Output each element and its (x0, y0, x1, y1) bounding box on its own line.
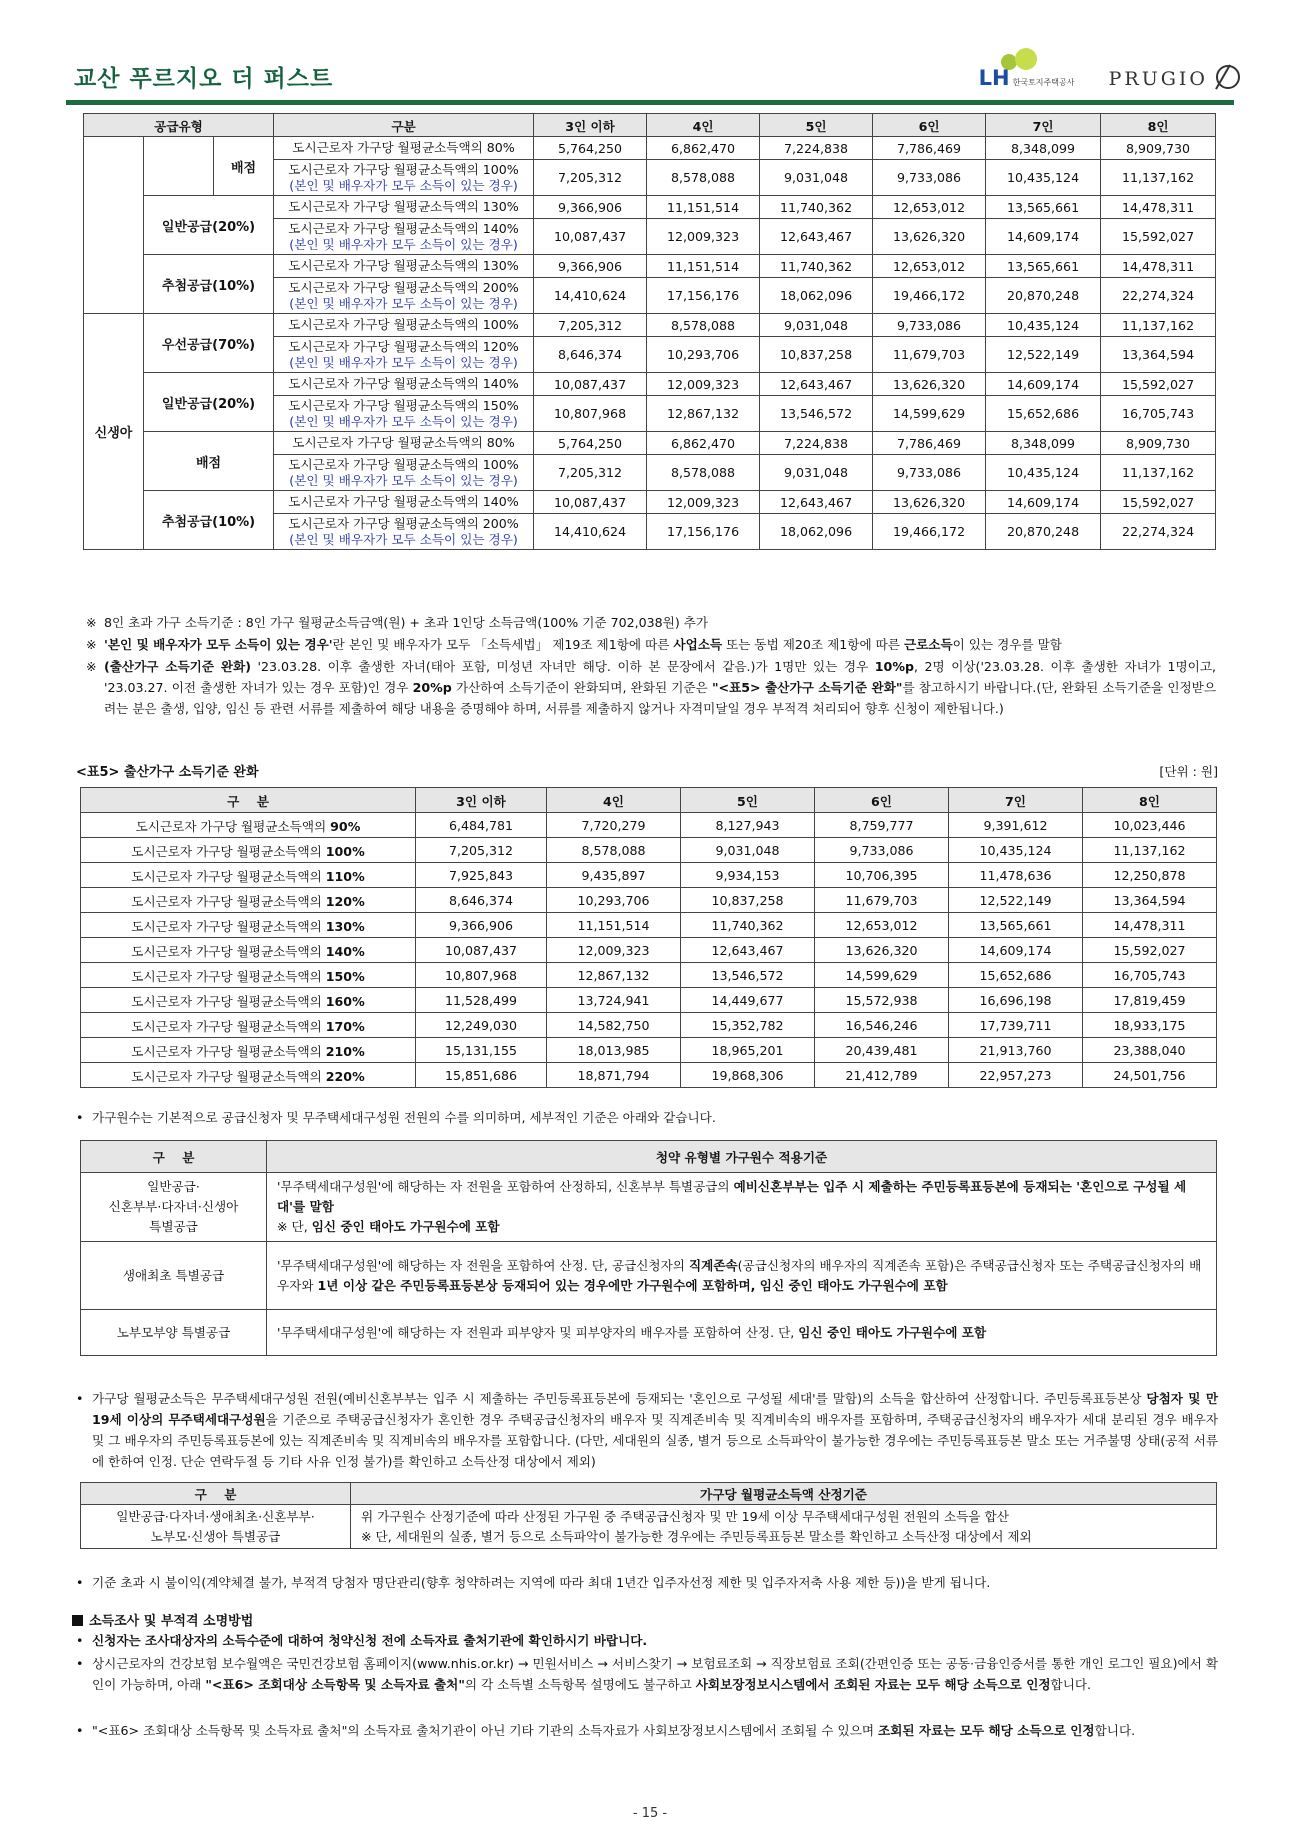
value-cell: 6,862,470 (647, 137, 760, 160)
value-cell: 14,609,174 (986, 491, 1101, 514)
value-cell: 12,522,149 (986, 337, 1101, 373)
value-cell: 8,578,088 (647, 314, 760, 337)
prugio-logo (1109, 65, 1240, 94)
value-cell: 7,205,312 (534, 455, 647, 491)
table-header-row (84, 114, 1216, 137)
value-cell: 8,348,099 (986, 137, 1101, 160)
supply-type-cell: 일반공급·다자녀·생애최초·신혼부부· 노부모·신생아 특별공급 (81, 1505, 351, 1549)
criteria-cell: 도시근로자 가구당 월평균소득액의 210% (81, 1038, 416, 1063)
section-bullet-3: • "<표6> 조회대상 소득항목 및 소득자료 출처"의 소득자료 출처기관이 아닌 기타 기관의 소득자료가 사회보장정보시스템에서 조회될 수 있으며 조회된 자료는 모두 해당 소득으로 인정합니다. (76, 1723, 1136, 1738)
criteria-cell: 도시근로자 가구당 월평균소득액의 120% (81, 888, 416, 913)
criteria-cell: 도시근로자 가구당 월평균소득액의 100% (본인 및 배우자가 모두 소득이 있는 경우) (274, 160, 534, 196)
column-header: 4인 (547, 788, 681, 813)
column-header: 6인 (873, 114, 986, 137)
value-cell: 11,740,362 (760, 196, 873, 219)
value-cell: 7,720,279 (547, 813, 681, 838)
column-header: 가구당 월평균소득액 산정기준 (351, 1483, 1217, 1505)
column-header: 공급유형 (84, 114, 274, 137)
value-cell: 14,609,174 (949, 938, 1083, 963)
value-cell: 14,599,629 (873, 396, 986, 432)
column-header: 구 분 (81, 788, 416, 813)
value-cell: 11,478,636 (949, 863, 1083, 888)
value-cell: 10,435,124 (986, 160, 1101, 196)
value-cell: 14,449,677 (681, 988, 815, 1013)
table-row (84, 373, 1216, 396)
value-cell: 10,087,437 (534, 219, 647, 255)
table-row (81, 1013, 1217, 1038)
value-cell: 10,435,124 (986, 455, 1101, 491)
value-cell: 16,696,198 (949, 988, 1083, 1013)
criteria-cell: 도시근로자 가구당 월평균소득액의 130% (274, 196, 534, 219)
table-row (84, 196, 1216, 219)
value-cell: 21,412,789 (815, 1063, 949, 1088)
value-cell: 9,031,048 (760, 455, 873, 491)
column-header: 구분 (274, 114, 534, 137)
criteria-cell: 도시근로자 가구당 월평균소득액의 160% (81, 988, 416, 1013)
household-count-table (80, 1140, 1217, 1356)
section-bullet-2: • 상시근로자의 건강보험 보수월액은 국민건강보험 홈페이지(www.nhis.or.kr) → 민원서비스 → 서비스찾기 → 보험료조회 → 직장보험료 조회(간편인증 또는 공동·금융인증서를 통한 개인 로그인 필요)에서 확인이 가능하며, 아래 "<표6> 조회대상 소득항목 및 소득자료 출처"의 각 소득별 소득항목 설명에도 불구하고 사회보장정보시스템에서 조회된 자료는 모두 해당 소득으로 인정합니다. (76, 1656, 1218, 1692)
column-header: 5인 (760, 114, 873, 137)
table-row (81, 838, 1217, 863)
value-cell: 11,679,703 (873, 337, 986, 373)
value-cell: 22,274,324 (1101, 514, 1216, 550)
column-header: 7인 (986, 114, 1101, 137)
criteria-cell: '무주택세대구성원'에 해당하는 자 전원을 포함하여 산정. 단, 공급신청자의 직계존속(공급신청자의 배우자의 직계존속 포함)은 주택공급신청자 또는 주택공급신청자의 배우자와 1년 이상 같은 주민등록표등본상 등재되어 있는 경우에만 가구원수에 포함하며, 임신 중인 태아도 가구원수에 포함 (267, 1242, 1217, 1310)
value-cell: 18,871,794 (547, 1063, 681, 1088)
value-cell: 9,366,906 (534, 196, 647, 219)
value-cell: 15,592,027 (1101, 219, 1216, 255)
table-row (81, 963, 1217, 988)
criteria-cell: 도시근로자 가구당 월평균소득액의 80% (274, 432, 534, 455)
value-cell: 22,957,273 (949, 1063, 1083, 1088)
supply-type-cell: 노부모부양 특별공급 (81, 1310, 267, 1356)
lh-logo-dot (1015, 48, 1037, 70)
value-cell: 10,435,124 (949, 838, 1083, 863)
value-cell: 9,435,897 (547, 863, 681, 888)
value-cell: 9,391,612 (949, 813, 1083, 838)
value-cell: 10,435,124 (986, 314, 1101, 337)
criteria-cell: 도시근로자 가구당 월평균소득액의 150% (본인 및 배우자가 모두 소득이 있는 경우) (274, 396, 534, 432)
value-cell: 13,364,594 (1101, 337, 1216, 373)
value-cell: 8,646,374 (534, 337, 647, 373)
value-cell: 9,733,086 (873, 455, 986, 491)
value-cell: 14,478,311 (1101, 196, 1216, 219)
lh-logo-text: LH (978, 66, 1010, 90)
value-cell: 6,484,781 (416, 813, 547, 838)
criteria-cell: 도시근로자 가구당 월평균소득액의 140% (274, 373, 534, 396)
table-row (81, 1242, 1217, 1310)
value-cell: 15,592,027 (1101, 491, 1216, 514)
column-header: 구 분 (81, 1483, 351, 1505)
criteria-cell: 도시근로자 가구당 월평균소득액의 200% (본인 및 배우자가 모두 소득이 있는 경우) (274, 278, 534, 314)
criteria-cell: 위 가구원수 산정기준에 따라 산정된 가구원 중 주택공급신청자 및 만 19세 이상 무주택세대구성원 전원의 소득을 합산 ※ 단, 세대원의 실종, 별거 등으로 소득파악이 불가능한 경우에는 주민등록표등본 말소를 확인하고 소득산정 대상에서 제외 (351, 1505, 1217, 1549)
value-cell: 17,739,711 (949, 1013, 1083, 1038)
square-bullet-icon (72, 1615, 83, 1626)
value-cell: 21,913,760 (949, 1038, 1083, 1063)
value-cell: 11,151,514 (647, 196, 760, 219)
group-cell-blank (84, 137, 144, 314)
supply-type-cell: 일반공급· 신혼부부·다자녀·신생아 특별공급 (81, 1173, 267, 1242)
value-cell: 13,546,572 (681, 963, 815, 988)
value-cell: 7,205,312 (534, 160, 647, 196)
value-cell: 10,087,437 (534, 373, 647, 396)
value-cell: 5,764,250 (534, 432, 647, 455)
value-cell: 15,592,027 (1101, 373, 1216, 396)
value-cell: 10,293,706 (647, 337, 760, 373)
value-cell: 11,137,162 (1101, 160, 1216, 196)
income-criteria-table (83, 113, 1216, 550)
value-cell: 10,807,968 (416, 963, 547, 988)
value-cell: 13,565,661 (986, 255, 1101, 278)
value-cell: 16,705,743 (1101, 396, 1216, 432)
value-cell: 10,837,258 (681, 888, 815, 913)
value-cell: 10,023,446 (1083, 813, 1217, 838)
value-cell: 15,851,686 (416, 1063, 547, 1088)
value-cell: 11,740,362 (681, 913, 815, 938)
value-cell: 15,652,686 (986, 396, 1101, 432)
value-cell: 11,137,162 (1101, 455, 1216, 491)
value-cell: 9,366,906 (534, 255, 647, 278)
table-row (81, 1173, 1217, 1242)
value-cell: 13,724,941 (547, 988, 681, 1013)
table-header-row (81, 788, 1217, 813)
value-cell: 9,366,906 (416, 913, 547, 938)
value-cell: 9,031,048 (760, 314, 873, 337)
column-header: 8인 (1101, 114, 1216, 137)
value-cell: 14,582,750 (547, 1013, 681, 1038)
value-cell: 8,909,730 (1101, 137, 1216, 160)
value-cell: 12,643,467 (760, 491, 873, 514)
column-header: 청약 유형별 가구원수 적용기준 (267, 1141, 1217, 1173)
value-cell: 8,348,099 (986, 432, 1101, 455)
group-label: 일반공급(20%) (144, 196, 274, 255)
value-cell: 11,137,162 (1083, 838, 1217, 863)
table-row (84, 255, 1216, 278)
value-cell: 9,733,086 (873, 314, 986, 337)
criteria-cell: 도시근로자 가구당 월평균소득액의 80% (274, 137, 534, 160)
criteria-cell: 도시근로자 가구당 월평균소득액의 110% (81, 863, 416, 888)
column-header: 7인 (949, 788, 1083, 813)
value-cell: 15,592,027 (1083, 938, 1217, 963)
table-row (81, 1063, 1217, 1088)
value-cell: 13,626,320 (873, 491, 986, 514)
value-cell: 9,031,048 (681, 838, 815, 863)
value-cell: 8,646,374 (416, 888, 547, 913)
value-cell: 20,870,248 (986, 278, 1101, 314)
value-cell: 11,137,162 (1101, 314, 1216, 337)
criteria-cell: 도시근로자 가구당 월평균소득액의 90% (81, 813, 416, 838)
income-bullet: • 가구당 월평균소득은 무주택세대구성원 전원(예비신혼부부는 입주 시 제출하는 주민등록표등본에 등재되는 '혼인으로 구성될 세대'를 말함)의 소득을 합산하여 산정합니다. 주민등록표등본상 당첨자 및 만 19세 이상의 무주택세대구성원을 기준으로 주택공급신청자가 혼인한 경우 주택공급신청자의 배우자 및 직계존비속 및 직계비속의 배우자를 포함하며, 주택공급신청자의 배우자가 세대 분리된 경우 배우자 및 그 배우자의 주민등록표등본에 있는 직계존비속 및 직계비속의 배우자를 포함합니다. (다만, 세대원의 실종, 별거 등으로 소득파악이 불가능한 경우에는 주민등록표등본 말소 또는 거주불명 상태(공적 서류에 한하여 인정. 단순 연락두절 등 기타 사유 인정 불가)를 확인하고 소득산정 대상에서 제외) (76, 1391, 1218, 1469)
value-cell: 9,031,048 (760, 160, 873, 196)
value-cell: 10,706,395 (815, 863, 949, 888)
group-label: 추첨공급(10%) (144, 255, 274, 314)
table-header-row (81, 1483, 1217, 1505)
value-cell: 12,643,467 (760, 219, 873, 255)
value-cell: 19,466,172 (873, 278, 986, 314)
value-cell: 12,009,323 (647, 373, 760, 396)
table-row (81, 813, 1217, 838)
value-cell: 12,009,323 (647, 491, 760, 514)
value-cell: 11,679,703 (815, 888, 949, 913)
criteria-cell: '무주택세대구성원'에 해당하는 자 전원과 피부양자 및 피부양자의 배우자를 포함하여 산정. 단, 임신 중인 태아도 가구원수에 포함 (267, 1310, 1217, 1356)
criteria-cell: 도시근로자 가구당 월평균소득액의 100% (81, 838, 416, 863)
value-cell: 8,759,777 (815, 813, 949, 838)
table-row (81, 863, 1217, 888)
group-label: 추첨공급(10%) (144, 491, 274, 550)
value-cell: 14,599,629 (815, 963, 949, 988)
value-cell: 14,478,311 (1101, 255, 1216, 278)
value-cell: 12,250,878 (1083, 863, 1217, 888)
supply-type-cell: 생애최초 특별공급 (81, 1242, 267, 1310)
value-cell: 8,578,088 (647, 455, 760, 491)
value-cell: 22,274,324 (1101, 278, 1216, 314)
group-label: 배점 (214, 137, 274, 196)
value-cell: 10,293,706 (547, 888, 681, 913)
note-childbirth-relief: ※ (출산가구 소득기준 완화) '23.03.28. 이후 출생한 자녀(태아 포함, 미성년 자녀만 해당. 이하 본 문장에서 같음.)가 1명만 있는 경우 10%p, 2명 이상('23.03.28. 이후 출생한 자녀가 1명이고, '23.03.27. 이전 출생한 자녀가 있는 경우 포함)인 경우 20%p 가산하여 소득기준이 완화되며, 완화된 기준은 "<표5> 출산가구 소득기준 완화"를 참고하시기 바랍니다.(단, 완화된 소득기준을 인정받으려는 분은 출생, 입양, 임신 등 관련 서류를 제출하여 해당 내용을 증명해야 하며, 서류를 제출하지 않거나 자격미달일 경우 부적격 처리되어 향후 신청이 제한됩니다.) (86, 659, 1217, 716)
value-cell: 13,565,661 (986, 196, 1101, 219)
value-cell: 9,934,153 (681, 863, 815, 888)
group-cell-blank (144, 137, 214, 196)
value-cell: 20,870,248 (986, 514, 1101, 550)
table-row (84, 314, 1216, 337)
value-cell: 8,127,943 (681, 813, 815, 838)
value-cell: 13,626,320 (873, 219, 986, 255)
value-cell: 15,652,686 (949, 963, 1083, 988)
value-cell: 7,925,843 (416, 863, 547, 888)
childbirth-income-table (80, 787, 1217, 1088)
section-bullet-1: • 신청자는 조사대상자의 소득수준에 대하여 청약신청 전에 소득자료 출처기관에 확인하시기 바랍니다. (76, 1633, 648, 1648)
criteria-cell: 도시근로자 가구당 월평균소득액의 130% (81, 913, 416, 938)
header-divider (66, 100, 1234, 105)
value-cell: 7,224,838 (760, 432, 873, 455)
table-row (81, 913, 1217, 938)
criteria-cell: 도시근로자 가구당 월평균소득액의 120% (본인 및 배우자가 모두 소득이 있는 경우) (274, 337, 534, 373)
group-label: 신생아 (84, 314, 144, 550)
value-cell: 13,626,320 (873, 373, 986, 396)
column-header: 3인 이하 (416, 788, 547, 813)
criteria-cell: 도시근로자 가구당 월평균소득액의 140% (274, 491, 534, 514)
column-header: 8인 (1083, 788, 1217, 813)
column-header: 4인 (647, 114, 760, 137)
table-row (81, 1505, 1217, 1549)
value-cell: 17,156,176 (647, 278, 760, 314)
criteria-cell: 도시근로자 가구당 월평균소득액의 100% (본인 및 배우자가 모두 소득이 있는 경우) (274, 455, 534, 491)
value-cell: 18,013,985 (547, 1038, 681, 1063)
value-cell: 8,909,730 (1101, 432, 1216, 455)
criteria-cell: 도시근로자 가구당 월평균소득액의 130% (274, 255, 534, 278)
note-dual-income: ※ '본인 및 배우자가 모두 소득이 있는 경우'란 본인 및 배우자가 모두 「소득세법」 제19조 제1항에 따른 사업소득 또는 동법 제20조 제1항에 따른 근로소득이 있는 경우를 말함 (86, 637, 1062, 652)
table-row (84, 491, 1216, 514)
value-cell: 10,087,437 (416, 938, 547, 963)
value-cell: 11,740,362 (760, 255, 873, 278)
value-cell: 7,786,469 (873, 432, 986, 455)
criteria-cell: '무주택세대구성원'에 해당하는 자 전원을 포함하여 산정하되, 신혼부부 특별공급의 예비신혼부부는 입주 시 제출하는 주민등록표등본에 등재되는 '혼인으로 구성될 세대'를 말함 ※ 단, 임신 중인 태아도 가구원수에 포함 (267, 1173, 1217, 1242)
value-cell: 14,609,174 (986, 219, 1101, 255)
value-cell: 12,009,323 (547, 938, 681, 963)
value-cell: 12,867,132 (647, 396, 760, 432)
table-row (81, 988, 1217, 1013)
value-cell: 16,546,246 (815, 1013, 949, 1038)
value-cell: 15,131,155 (416, 1038, 547, 1063)
column-header: 구 분 (81, 1141, 267, 1173)
group-label: 일반공급(20%) (144, 373, 274, 432)
value-cell: 12,249,030 (416, 1013, 547, 1038)
table5-unit: [단위 : 원] (1159, 764, 1218, 779)
value-cell: 8,578,088 (647, 160, 760, 196)
value-cell: 7,224,838 (760, 137, 873, 160)
value-cell: 7,205,312 (534, 314, 647, 337)
value-cell: 18,062,096 (760, 514, 873, 550)
value-cell: 14,410,624 (534, 514, 647, 550)
value-cell: 12,653,012 (873, 196, 986, 219)
value-cell: 20,439,481 (815, 1038, 949, 1063)
section-heading: 소득조사 및 부적격 소명방법 (72, 1610, 253, 1629)
value-cell: 13,364,594 (1083, 888, 1217, 913)
criteria-cell: 도시근로자 가구당 월평균소득액의 100% (274, 314, 534, 337)
header-logos (979, 48, 1240, 94)
value-cell: 9,733,086 (873, 160, 986, 196)
value-cell: 18,062,096 (760, 278, 873, 314)
value-cell: 10,837,258 (760, 337, 873, 373)
value-cell: 18,933,175 (1083, 1013, 1217, 1038)
penalty-bullet: • 기준 초과 시 불이익(계약체결 불가, 부적격 당첨자 명단관리(향후 청약하려는 지역에 따라 최대 1년간 입주자선정 제한 및 입주자저축 사용 제한 등))을 받게 됩니다. (76, 1575, 991, 1590)
income-calc-table (80, 1482, 1217, 1549)
table-row (81, 938, 1217, 963)
value-cell: 17,819,459 (1083, 988, 1217, 1013)
criteria-cell: 도시근로자 가구당 월평균소득액의 170% (81, 1013, 416, 1038)
criteria-cell: 도시근로자 가구당 월평균소득액의 150% (81, 963, 416, 988)
lh-logo-subtext: 한국토지주택공사 (1012, 78, 1075, 87)
page-number: - 15 - (632, 1806, 668, 1821)
value-cell: 12,653,012 (815, 913, 949, 938)
value-cell: 13,565,661 (949, 913, 1083, 938)
table-row (81, 1310, 1217, 1356)
table-header-row (81, 1141, 1217, 1173)
value-cell: 12,643,467 (681, 938, 815, 963)
value-cell: 13,626,320 (815, 938, 949, 963)
household-bullet: • 가구원수는 기본적으로 공급신청자 및 무주택세대구성원 전원의 수를 의미하며, 세부적인 기준은 아래와 같습니다. (76, 1110, 716, 1125)
group-label: 우선공급(70%) (144, 314, 274, 373)
value-cell: 18,965,201 (681, 1038, 815, 1063)
value-cell: 5,764,250 (534, 137, 647, 160)
value-cell: 15,572,938 (815, 988, 949, 1013)
column-header: 6인 (815, 788, 949, 813)
value-cell: 12,009,323 (647, 219, 760, 255)
table-row (84, 432, 1216, 455)
value-cell: 13,546,572 (760, 396, 873, 432)
value-cell: 6,862,470 (647, 432, 760, 455)
value-cell: 7,205,312 (416, 838, 547, 863)
table-row (81, 888, 1217, 913)
value-cell: 15,352,782 (681, 1013, 815, 1038)
column-header: 5인 (681, 788, 815, 813)
value-cell: 16,705,743 (1083, 963, 1217, 988)
value-cell: 23,388,040 (1083, 1038, 1217, 1063)
group-label: 배점 (144, 432, 274, 491)
value-cell: 8,578,088 (547, 838, 681, 863)
value-cell: 7,786,469 (873, 137, 986, 160)
value-cell: 12,522,149 (949, 888, 1083, 913)
value-cell: 14,410,624 (534, 278, 647, 314)
value-cell: 19,868,306 (681, 1063, 815, 1088)
prugio-logo-text: PRUGIO (1108, 68, 1208, 90)
page-title: 교산 푸르지오 더 퍼스트 (74, 66, 334, 92)
criteria-cell: 도시근로자 가구당 월평균소득액의 140% (81, 938, 416, 963)
value-cell: 14,609,174 (986, 373, 1101, 396)
column-header: 3인 이하 (534, 114, 647, 137)
table-row (84, 137, 1216, 160)
value-cell: 10,807,968 (534, 396, 647, 432)
value-cell: 12,867,132 (547, 963, 681, 988)
criteria-cell: 도시근로자 가구당 월평균소득액의 220% (81, 1063, 416, 1088)
lh-logo (979, 48, 1099, 94)
value-cell: 17,156,176 (647, 514, 760, 550)
value-cell: 12,653,012 (873, 255, 986, 278)
table5-caption: <표5> 출산가구 소득기준 완화 (76, 765, 259, 780)
value-cell: 9,733,086 (815, 838, 949, 863)
criteria-cell: 도시근로자 가구당 월평균소득액의 200% (본인 및 배우자가 모두 소득이 있는 경우) (274, 514, 534, 550)
criteria-cell: 도시근로자 가구당 월평균소득액의 140% (본인 및 배우자가 모두 소득이 있는 경우) (274, 219, 534, 255)
value-cell: 19,466,172 (873, 514, 986, 550)
value-cell: 12,643,467 (760, 373, 873, 396)
note-over-8: ※ 8인 초과 가구 소득기준 : 8인 가구 월평균소득금액(원) + 초과 1인당 소득금액(100% 기준 702,038원) 추가 (86, 615, 709, 630)
value-cell: 11,528,499 (416, 988, 547, 1013)
value-cell: 10,087,437 (534, 491, 647, 514)
value-cell: 11,151,514 (547, 913, 681, 938)
value-cell: 11,151,514 (647, 255, 760, 278)
table-row (81, 1038, 1217, 1063)
prugio-symbol-icon (1216, 65, 1240, 89)
value-cell: 14,478,311 (1083, 913, 1217, 938)
value-cell: 24,501,756 (1083, 1063, 1217, 1088)
